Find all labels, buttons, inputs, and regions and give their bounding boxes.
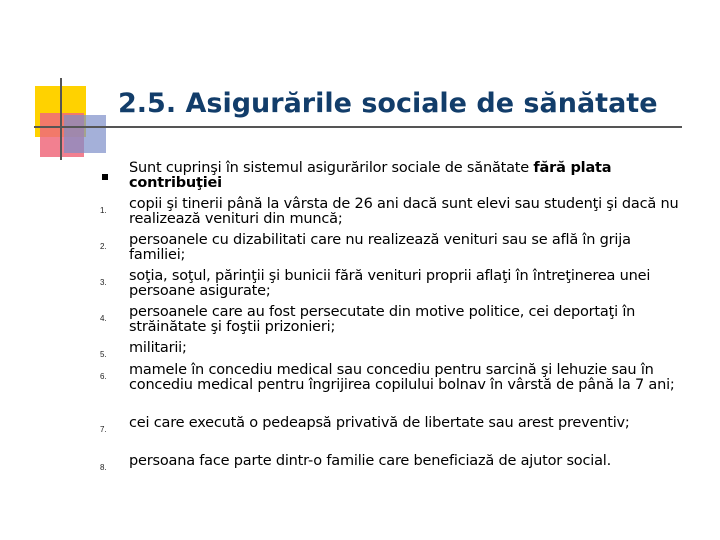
list-item-text: copii şi tinerii până la vârsta de 26 ani dacă sunt elevi sau studenţi şi dacă nu realizează venituri din muncă;: [129, 196, 679, 227]
intro-bold-text: fără plata contribuţiei: [129, 160, 612, 191]
list-item-text: persoana face parte dintr-o familie care beneficiază de ajutor social.: [129, 453, 612, 469]
list-marker: 1.: [100, 206, 107, 215]
title-underline: [34, 126, 682, 128]
intro-plain-text: Sunt cuprinşi în sistemul asigurărilor sociale de sănătate: [129, 160, 534, 176]
list-marker: 4.: [100, 314, 107, 323]
list-item-text: persoanele cu dizabilitati care nu realizează venituri sau se află în grija familiei;: [129, 232, 631, 263]
list-marker: 8.: [100, 463, 107, 472]
list-marker: 3.: [100, 278, 107, 287]
list-marker: 7.: [100, 425, 107, 434]
list-item-text: soţia, soţul, părinţii şi bunicii fără venituri proprii aflaţi în întreţinerea unei persoane asigurate;: [129, 268, 651, 299]
list-marker: 2.: [100, 242, 107, 251]
list-item-text: mamele în concediu medical sau concediu pentru sarcină şi lehuzie sau în concediu medical pentru îngrijirea copilului bolnav în vârstă de până la 7 ani;: [129, 362, 675, 393]
list-item-text: persoanele care au fost persecutate din motive politice, cei deportaţi în străinătate şi foştii prizonieri;: [129, 304, 636, 335]
list-item-text: militarii;: [129, 340, 187, 356]
list-marker: 6.: [100, 372, 107, 381]
list-marker: 5.: [100, 350, 107, 359]
list-item-text: cei care execută o pedeapsă privativă de libertate sau arest preventiv;: [129, 415, 630, 431]
intro-text: [129, 161, 681, 191]
decor-vertical-line: [60, 78, 62, 160]
slide-title: 2.5. Asigurările sociale de sănătate: [118, 88, 658, 119]
square-bullet-icon: [102, 174, 108, 180]
decor-blue-square: [64, 115, 106, 153]
